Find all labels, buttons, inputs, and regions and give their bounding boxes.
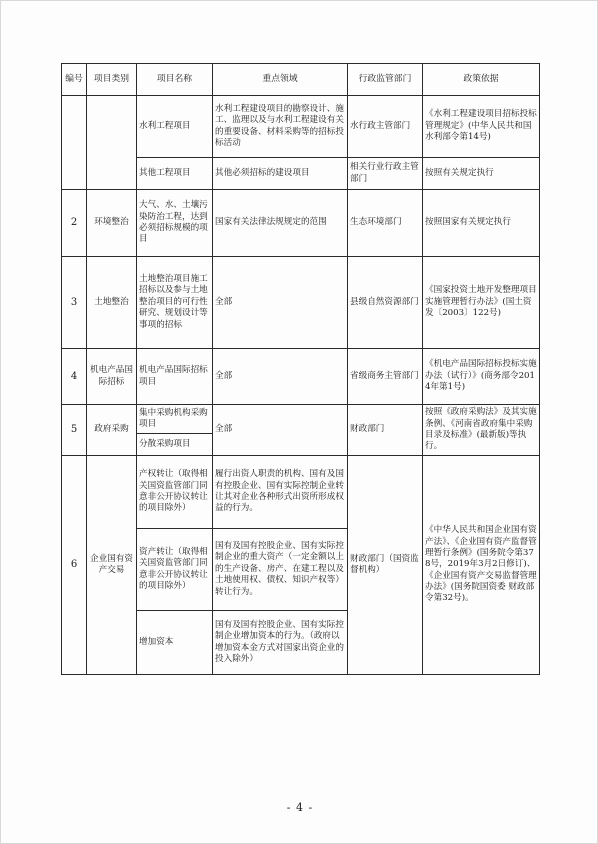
cell-dept: 财政部门（国资监督机构） <box>348 456 423 675</box>
cell-category: 土地整治 <box>87 257 137 349</box>
cell-scope: 国家有关法律法规规定的范围 <box>213 190 348 257</box>
cell-dept: 生态环境部门 <box>348 190 423 257</box>
header-no: 编号 <box>62 64 87 96</box>
cell-basis: 《国家投资土地开发整理项目实施管理暂行办法》(国土资发〔2003〕122号) <box>423 257 540 349</box>
cell-name: 土地整治项目施工招标以及参与土地整治项目的可行性研究、规划设计等事项的招标 <box>137 257 213 349</box>
header-scope: 重点领域 <box>213 64 348 96</box>
cell-basis: 按照《政府采购法》及其实施条例、《河南省政府集中采购目录及标准》(最新版)等执行。 <box>423 405 540 456</box>
table-row <box>62 456 540 529</box>
cell-no: 2 <box>62 190 87 257</box>
cell-scope: 国有及国有控股企业、国有实际控制企业的重大资产（一定金额以上的生产设备、房产、在建工程以及土地使用权、债权、知识产权等）转让行为。 <box>213 529 348 611</box>
header-category: 项目类别 <box>87 64 137 96</box>
cell-scope: 全部 <box>213 405 348 456</box>
cell-scope: 水利工程建设项目的勘察设计、施工、监理以及与水利工程建设有关的重要设备、材料采购等的招标投标活动 <box>213 96 348 158</box>
cell-dept: 水行政主管部门 <box>348 96 423 158</box>
cell-category: 企业国有资产交易 <box>87 456 137 675</box>
cell-no: 5 <box>62 405 87 456</box>
cell-basis: 《中华人民共和国企业国有资产法》、《企业国有资产监督管理暂行条例》(国务院令第378号，2019年3月2日修订)、《企业国有资产交易监督管理办法》(国务院国资委 财政部令第32号)。 <box>423 456 540 675</box>
cell-name: 其他工程项目 <box>137 158 213 190</box>
cell-dept: 财政部门 <box>348 405 423 456</box>
table-row <box>62 349 540 405</box>
cell-scope: 履行出资人职责的机构、国有及国有控股企业、国有实际控制企业转让其对企业各种形式出资所形成权益的行为。 <box>213 456 348 529</box>
row1-no-cell <box>62 96 87 190</box>
cell-scope: 全部 <box>213 257 348 349</box>
cell-no: 4 <box>62 349 87 405</box>
cell-name: 机电产品国际招标项目 <box>137 349 213 405</box>
table-row <box>62 96 540 158</box>
cell-name: 大气、水、土壤污染防治工程，达到必须招标规模的项目 <box>137 190 213 257</box>
cell-category: 政府采购 <box>87 405 137 456</box>
cell-name: 资产转让（取得相关国资监管部门同意非公开协议转让的项目除外） <box>137 529 213 611</box>
cell-name: 分散采购项目 <box>137 434 213 456</box>
cell-dept: 县级自然资源部门 <box>348 257 423 349</box>
project-table <box>61 63 540 675</box>
cell-dept: 相关行业行政主管部门 <box>348 158 423 190</box>
cell-name: 集中采购机构采购项目 <box>137 405 213 434</box>
cell-no: 3 <box>62 257 87 349</box>
table-header-row <box>62 64 540 96</box>
cell-scope: 全部 <box>213 349 348 405</box>
page-number: - 4 - <box>286 801 314 814</box>
cell-name: 水利工程项目 <box>137 96 213 158</box>
cell-basis: 按照国家有关规定执行 <box>423 190 540 257</box>
header-basis: 政策依据 <box>423 64 540 96</box>
cell-no: 6 <box>62 456 87 675</box>
cell-dept: 省级商务主管部门 <box>348 349 423 405</box>
table-row <box>62 190 540 257</box>
header-dept: 行政监管部门 <box>348 64 423 96</box>
table-row <box>62 405 540 434</box>
header-name: 项目名称 <box>137 64 213 96</box>
table-row <box>62 257 540 349</box>
cell-name: 增加资本 <box>137 611 213 675</box>
cell-scope: 国有及国有控股企业、国有实际控制企业增加资本的行为。（政府以增加资本金方式对国家出资企业的投入除外） <box>213 611 348 675</box>
cell-basis: 《机电产品国际招标投标实施办法（试行）》(商务部令2014年第1号) <box>423 349 540 405</box>
cell-basis: 按照有关规定执行 <box>423 158 540 190</box>
cell-scope: 其他必须招标的建设项目 <box>213 158 348 190</box>
cell-basis: 《水利工程建设项目招标投标管理规定》(中华人民共和国水利部令第14号) <box>423 96 540 158</box>
cell-name: 产权转让（取得相关国资监管部门同意非公开协议转让的项目除外） <box>137 456 213 529</box>
row1-category-cell <box>87 96 137 190</box>
cell-category: 环境整治 <box>87 190 137 257</box>
cell-category: 机电产品国际招标 <box>87 349 137 405</box>
